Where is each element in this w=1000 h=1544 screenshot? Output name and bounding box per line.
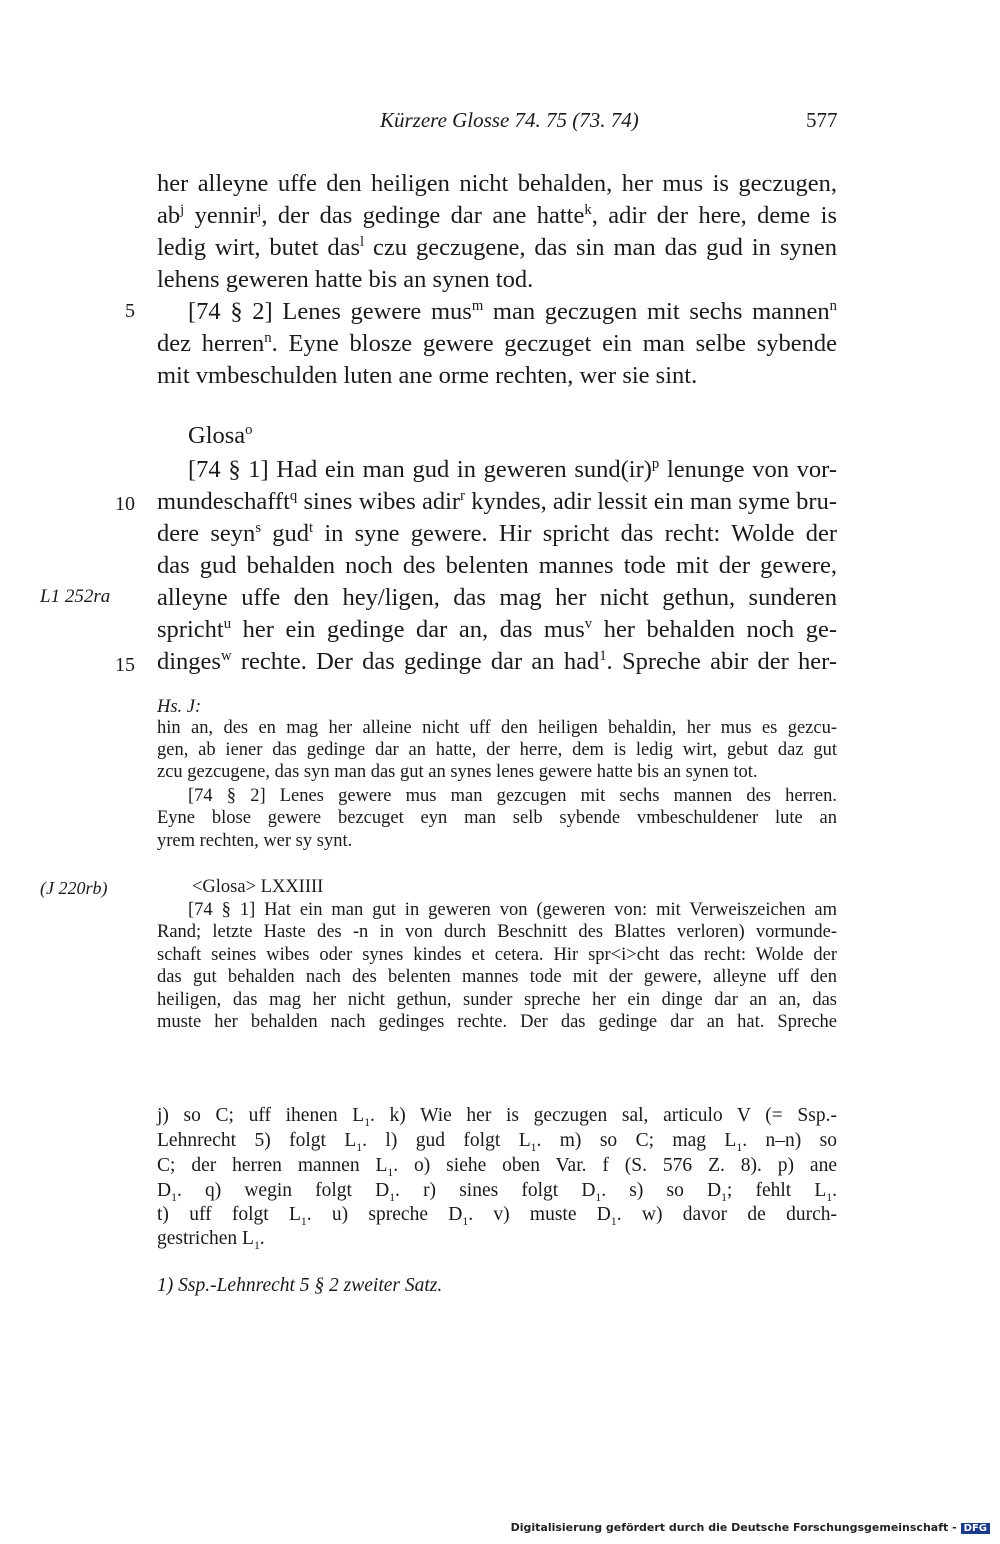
text-line: her alleyne uffe den heiligen nicht behalden, her mus is geczugen, — [157, 170, 837, 197]
running-head: Kürzere Glosse 74. 75 (73. 74) — [380, 108, 639, 132]
text-line: $ab^j$ yennir$^j$, der das gedinge dar ane hatte$^k$, adir der here, deme is — [157, 201, 837, 229]
text-line: Glosa$^o$ — [188, 421, 253, 449]
text-line: ledig wirt, butet das$^l$ czu geczugene, das sin man das gud in synen — [157, 233, 837, 261]
footnote-text: 1) Ssp.-Lehnrecht 5 § 2 zweiter Satz. — [157, 1275, 443, 1296]
text-line: spricht$^u$ her ein gedinge dar an, das mus$^v$ her behalden noch ge- — [157, 615, 837, 643]
apparatus-line: $D_1$. q) wegin folgt $D_1$. r) sines folgt $D_1$. s) so $D_1$; fehlt $L_1$. — [157, 1180, 837, 1204]
dfg-credit — [511, 1521, 990, 1534]
text-line: Rand; letzte Haste des -n in von durch Beschnitt des Blattes verloren) vormunde- — [157, 922, 837, 942]
text-line: mundeschafft$^q$ sines wibes adir$^r$ kyndes, adir lessit ein man syme bru- — [157, 487, 837, 515]
margin-note — [40, 878, 107, 899]
text-line: dinges$^w$ rechte. Der das gedinge dar an had$^1$. Spreche abir der her- — [157, 647, 838, 675]
apparatus-line: t) uff folgt $L_1$. u) spreche $D_1$. v) muste $D_1$. w) davor de durch- — [157, 1204, 838, 1228]
text-line: alleyne uffe den hey/ligen, das mag her nicht gethun, sunderen — [157, 584, 837, 611]
hs-j-label: Hs. J: — [157, 697, 202, 717]
text-line: Eyne blose gewere bezcuget eyn man selb sybende vmbeschuldener lute an — [157, 808, 837, 828]
margin-note — [40, 586, 110, 608]
apparatus-line: j) so C; uff ihenen $L_1$. k) Wie her is geczugen sal, articulo V (= Ssp.- — [157, 1105, 837, 1129]
text-line: das gud behalden noch des belenten mannes tode mit der gewere, — [157, 552, 837, 579]
text-line: mit vmbeschulden luten ane orme rechten, wer sie sint. — [157, 362, 698, 389]
glosa-heading: <Glosa> LXXIIII — [192, 877, 324, 897]
text-line: zcu gezcugene, das syn man das gut an synes lenes gewere hatte bis an synen tot. — [157, 762, 758, 782]
footnote — [157, 1275, 837, 1297]
text-line: schaft seines wibes oder synes kindes et cetera. Hir spr<i>cht das recht: Wolde der — [157, 945, 837, 965]
line-number: 5 — [125, 300, 135, 322]
text-line: hin an, des en mag her alleine nicht uff den heiligen behaldin, her mus es gezcu- — [157, 718, 837, 738]
line-number: 10 — [115, 493, 135, 515]
text-line: dez herren$^n$. Eyne blosze gewere geczuget ein man selbe sybende — [157, 329, 837, 357]
text-line: heiligen, das mag her nicht gethun, sunder spreche her ein dinge dar an an, das — [157, 990, 837, 1010]
dfg-logo: DFG — [961, 1523, 990, 1534]
text-line: gen, ab iener das gedinge dar an hatte, der herre, dem is ledig wirt, gebut daz gut — [157, 740, 837, 760]
apparatus-line: gestrichen $L_1$. — [157, 1228, 265, 1252]
text-line: [74 § 2] Lenes gewere mus man gezcugen mit sechs mannen des herren. — [188, 786, 837, 806]
apparatus-line: Lehnrecht 5) folgt $L_1$. l) gud folgt $L_1$. m) so C; mag $L_1$. n–n) so — [157, 1130, 837, 1154]
line-number: 15 — [115, 654, 135, 676]
dfg-credit-text: Digitalisierung gefördert durch die Deutsche Forschungsgemeinschaft - — [510, 1521, 957, 1534]
margin-note-text: L1 252ra — [40, 586, 111, 607]
text-line: muste her behalden nach gedinges rechte. Der das gedinge dar an hat. Spreche — [157, 1012, 837, 1032]
text-line: [74 § 2] Lenes gewere mus$^m$ man geczugen mit sechs mannen$^n$ — [188, 297, 837, 325]
text-line: lehens geweren hatte bis an synen tod. — [157, 266, 534, 293]
text-line: yrem rechten, wer sy synt. — [157, 831, 353, 851]
text-line: das gut behalden nach des belenten mannes tode mit der gewere, alleyne uff den — [157, 967, 837, 987]
text-line: [74 § 1] Hat ein man gut in geweren von (geweren von: mit Verweiszeichen am — [188, 900, 837, 920]
text-line: [74 § 1] Had ein man gud in geweren sund(ir)$^p$ lenunge von vor- — [188, 455, 837, 483]
margin-note-text: (J 220rb) — [40, 878, 108, 898]
text-line: dere seyn$^s$ gud$^t$ in syne gewere. Hir spricht das recht: Wolde der — [157, 519, 837, 547]
apparatus-line: C; der herren mannen $L_1$. o) siehe oben Var. f (S. 576 Z. 8). p) ane — [157, 1155, 837, 1179]
page-number: 577 — [806, 108, 838, 132]
